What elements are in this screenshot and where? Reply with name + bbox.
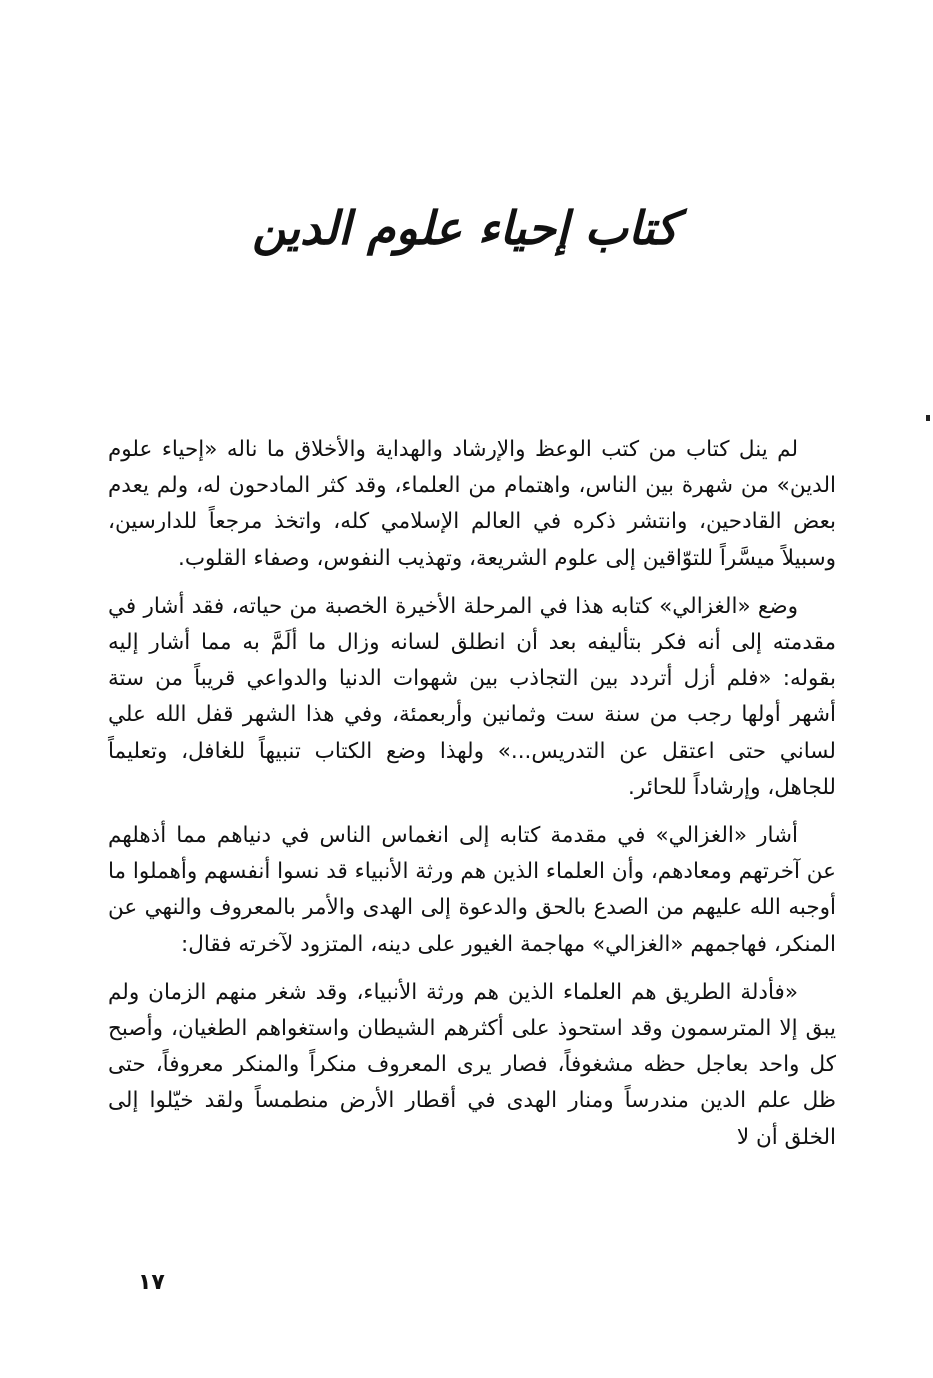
paragraph: «فأدلة الطريق هم العلماء الذين هم ورثة الأنبياء، وقد شغر منهم الزمان ولم يبق إلا المترسمون وقد استحوذ على أكثرهم الشيطان واستغواهم الطغيان، وأصبح كل واحد بعاجل حظه مشغوفاً، فصار يرى المعروف منكراً والمنكر معروفاً، حتى ظل علم الدين مندرساً ومنار الهدى في أقطار الأرض منطمساً ولقد خيّلوا إلى الخلق أن لا [108,979,836,1150]
page-title: كتاب إحياء علوم الدين [252,201,678,255]
body-text [108,432,836,1156]
paragraph: لم ينل كتاب من كتب الوعظ والإرشاد والهداية والأخلاق ما ناله «إحياء علوم الدين» من شهرة بين الناس، واهتمام من العلماء، وقد كثر المادحون له، ولم يعدم بعض القادحين، وانتشر ذكره في العالم الإسلامي كله، واتخذ مرجعاً للدارسين، وسبيلاً ميسَّراً للتوّاقين إلى علوم الشريعة، وتهذيب النفوس، وصفاء القلوب. [108,437,836,571]
margin-mark [926,415,930,421]
paragraph: وضع «الغزالي» كتابه هذا في المرحلة الأخيرة الخصبة من حياته، فقد أشار في مقدمته إلى أنه فكر بتأليفه بعد أن انطلق لسانه وزال ما ألَمَّ به مما أشار إليه بقوله: «فلم أزل أتردد بين التجاذب بين شهوات الدنيا والدواعي قريباً من ستة أشهر أولها رجب من سنة ست وثمانين وأربعمئة، وفي هذا الشهر قفل الله علي لساني حتى اعتقل عن التدريس...» ولهذا وضع الكتاب تنبيهاً للغافل، وتعليماً للجاهل، وإرشاداً للحائر. [108,593,836,800]
page-number: ١٧ [138,1270,165,1295]
paragraph: أشار «الغزالي» في مقدمة كتابه إلى انغماس الناس في دنياهم مما أذهلهم عن آخرتهم ومعادهم، وأن العلماء الذين هم ورثة الأنبياء قد نسوا أنفسهم وأهملوا ما أوجبه الله عليهم من الصدع بالحق والدعوة إلى الهدى والأمر بالمعروف والنهي عن المنكر، فهاجمهم «الغزالي» مهاجمة الغيور على دينه، المتزود لآخرته فقال: [108,823,836,957]
